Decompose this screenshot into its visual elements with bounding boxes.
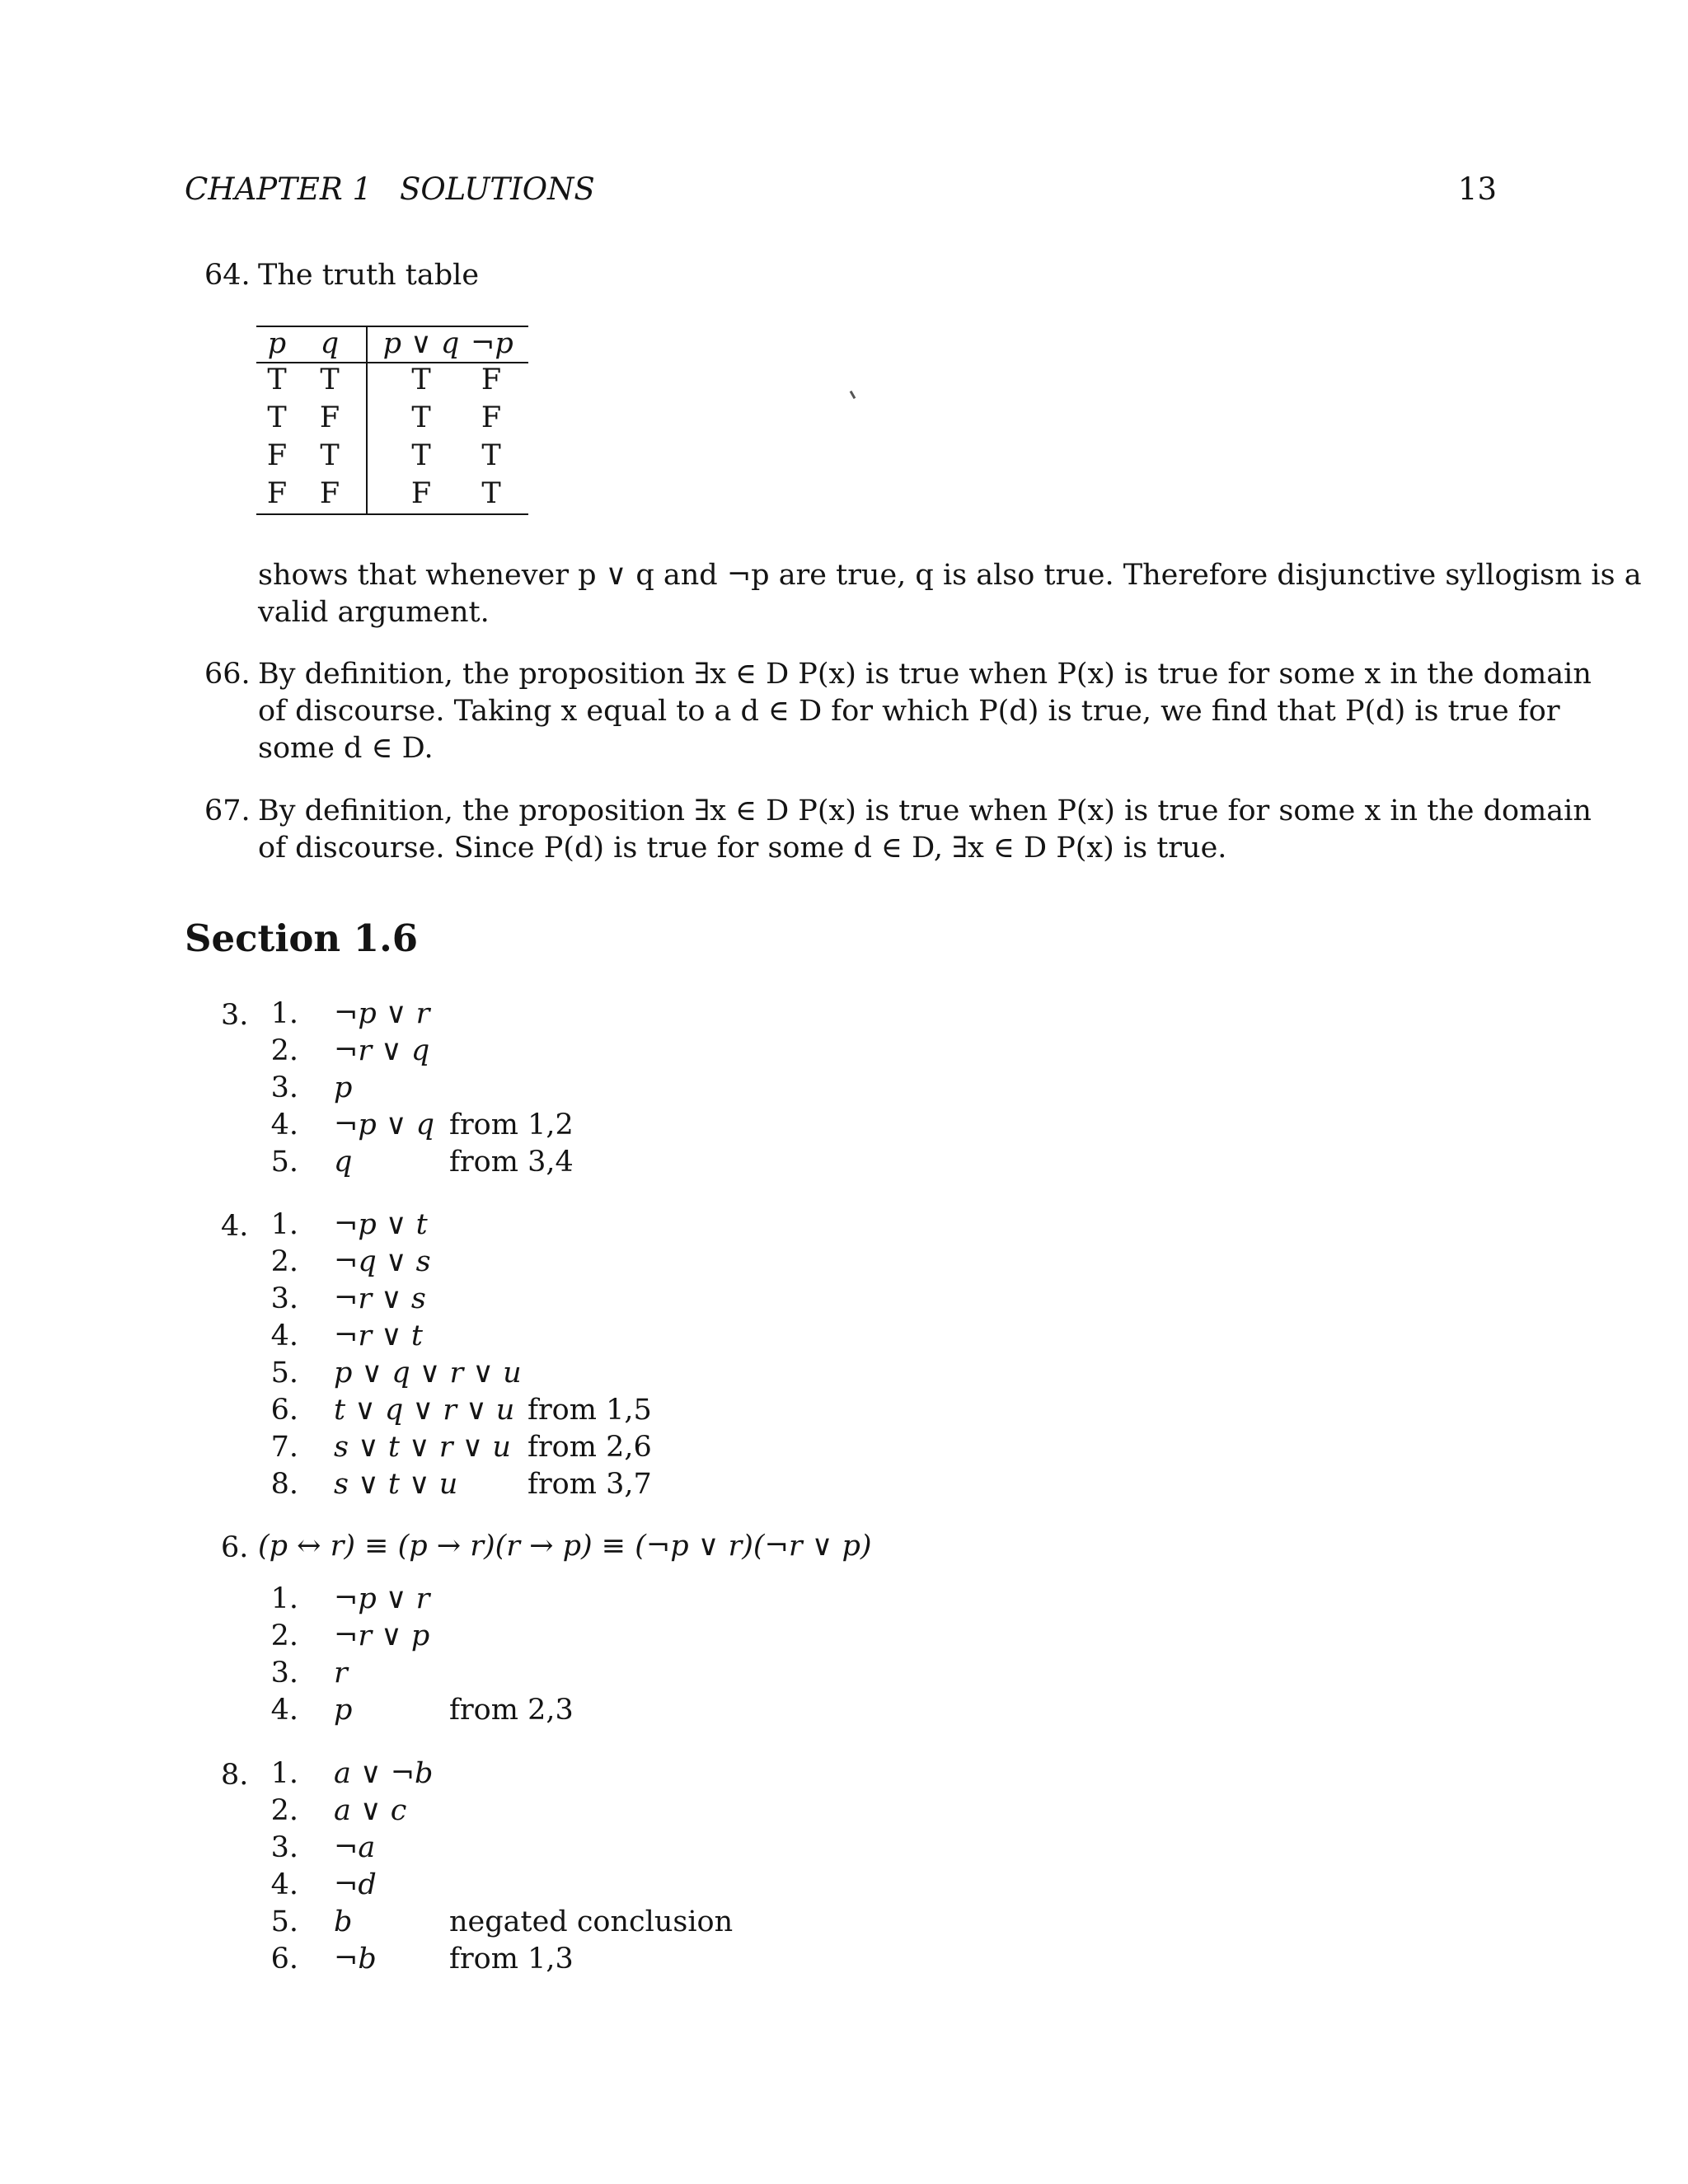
proof-line-number: 6. xyxy=(270,1394,298,1427)
proof-line-number: 4. xyxy=(270,1108,298,1141)
section-heading: Section 1.6 xyxy=(185,916,419,960)
proof-line-expression: b xyxy=(334,1905,353,1938)
problem-number-67: 67. xyxy=(204,794,251,827)
proof-line-justification: negated conclusion xyxy=(449,1905,734,1938)
proof-line-expression: a ∨ c xyxy=(334,1794,407,1827)
proof-line-expression: ¬p ∨ q xyxy=(334,1108,435,1141)
proof-line-expression: ¬r ∨ q xyxy=(334,1034,430,1067)
table-cell: F xyxy=(319,477,340,510)
table-cell: F xyxy=(481,363,502,396)
table-cell: F xyxy=(266,477,288,510)
problem-67-line1: By definition, the proposition ∃x ∈ D P(x) is true when P(x) is true for some x in the domain xyxy=(258,794,1592,827)
proof-line-justification: from 1,5 xyxy=(528,1394,652,1427)
proof-line-expression: ¬q ∨ s xyxy=(334,1245,431,1278)
table-cell: F xyxy=(481,401,502,434)
proof-line-number: 4. xyxy=(270,1694,298,1727)
table-cell: T xyxy=(320,439,340,472)
proof-line-number: 7. xyxy=(270,1431,298,1464)
problem-66-line1: By definition, the proposition ∃x ∈ D P(x) is true when P(x) is true for some x in the domain xyxy=(258,658,1592,691)
problem-66-line3: some d ∈ D. xyxy=(258,732,434,765)
proof-line-number: 5. xyxy=(270,1146,298,1179)
proof-line-number: 5. xyxy=(270,1905,298,1938)
table-cell: T xyxy=(481,439,501,472)
proof-line-expression: ¬r ∨ s xyxy=(334,1282,426,1315)
problem-number-64: 64. xyxy=(204,259,251,292)
proof-line-number: 2. xyxy=(270,1034,298,1067)
proof-line-expression: s ∨ t ∨ r ∨ u xyxy=(334,1431,511,1464)
proof-line-number: 3. xyxy=(270,1071,298,1104)
table-header-cell: q xyxy=(320,327,340,360)
proof-line-number: 2. xyxy=(270,1794,298,1827)
table-cell: F xyxy=(266,439,288,472)
problem-66-line2: of discourse. Taking x equal to a d ∈ D for which P(d) is true, we find that P(d) is true for xyxy=(258,695,1560,728)
proof-line-justification: from 3,4 xyxy=(449,1146,574,1179)
proof-line-number: 1. xyxy=(270,1582,298,1615)
table-cell: T xyxy=(411,401,431,434)
table-header-cell: p xyxy=(267,327,287,360)
proof-line-expression: p xyxy=(334,1071,353,1104)
proof-line-number: 3. xyxy=(270,1657,298,1690)
proof-line-number: 1. xyxy=(270,1757,298,1790)
stray-mark xyxy=(850,391,856,399)
proof-line-justification: from 1,3 xyxy=(449,1943,574,1975)
proof-line-justification: from 2,6 xyxy=(528,1431,652,1464)
problem-64-intro: The truth table xyxy=(258,259,480,292)
proof-line-expression: ¬p ∨ r xyxy=(334,997,430,1030)
table-column-divider xyxy=(366,326,368,515)
proof-line-expression: p ∨ q ∨ r ∨ u xyxy=(334,1357,522,1390)
problem-64-conclusion-line1: shows that whenever p ∨ q and ¬p are true, q is also true. Therefore disjunctive syllogism is a xyxy=(258,559,1642,592)
proof-line-expression: s ∨ t ∨ u xyxy=(334,1468,458,1501)
running-header-chapter: CHAPTER 1 xyxy=(185,171,373,207)
proof-line-number: 5. xyxy=(270,1357,298,1390)
proof-line-expression: r xyxy=(334,1657,348,1690)
problem-number-66: 66. xyxy=(204,658,251,691)
proof-line-expression: ¬p ∨ r xyxy=(334,1582,430,1615)
problem-number-6: 6. xyxy=(221,1531,249,1564)
table-cell: T xyxy=(411,439,431,472)
table-cell: T xyxy=(267,401,287,434)
proof-line-expression: ¬r ∨ t xyxy=(334,1319,423,1352)
proof-line-number: 4. xyxy=(270,1319,298,1352)
proof-line-number: 4. xyxy=(270,1868,298,1901)
page-number: 13 xyxy=(1457,171,1497,207)
proof-line-justification: from 2,3 xyxy=(449,1694,574,1727)
table-bottom-rule xyxy=(256,513,528,515)
table-cell: F xyxy=(319,401,340,434)
proof-line-expression: ¬r ∨ p xyxy=(334,1619,430,1652)
table-cell: T xyxy=(481,477,501,510)
running-header-section: SOLUTIONS xyxy=(400,171,595,207)
proof-line-justification: from 3,7 xyxy=(528,1468,652,1501)
table-cell: T xyxy=(411,363,431,396)
proof-line-expression: ¬p ∨ t xyxy=(334,1208,428,1241)
table-cell: T xyxy=(267,363,287,396)
proof-line-expression: ¬d xyxy=(334,1868,377,1901)
proof-line-number: 2. xyxy=(270,1619,298,1652)
proof-line-number: 3. xyxy=(270,1282,298,1315)
problem-number-8: 8. xyxy=(221,1759,249,1792)
proof-line-number: 1. xyxy=(270,997,298,1030)
proof-line-number: 2. xyxy=(270,1245,298,1278)
proof-line-expression: q xyxy=(334,1146,353,1179)
proof-line-number: 1. xyxy=(270,1208,298,1241)
table-header-cell: p ∨ q xyxy=(382,327,460,360)
proof-line-expression: p xyxy=(334,1694,353,1727)
table-header-cell: ¬p xyxy=(471,327,513,360)
proof-line-expression: a ∨ ¬b xyxy=(334,1757,434,1790)
proof-line-expression: ¬b xyxy=(334,1943,377,1975)
problem-number-3: 3. xyxy=(221,999,249,1032)
proof-line-expression: t ∨ q ∨ r ∨ u xyxy=(334,1394,515,1427)
problem-67-line2: of discourse. Since P(d) is true for some d ∈ D, ∃x ∈ D P(x) is true. xyxy=(258,832,1227,865)
proof-line-number: 8. xyxy=(270,1468,298,1501)
table-cell: T xyxy=(320,363,340,396)
proof-line-number: 6. xyxy=(270,1943,298,1975)
problem-64-conclusion-line2: valid argument. xyxy=(258,596,490,629)
problem-6-equivalence: (p ↔ r) ≡ (p → r)(r → p) ≡ (¬p ∨ r)(¬r ∨ p) xyxy=(258,1530,872,1563)
table-cell: F xyxy=(410,477,432,510)
proof-line-justification: from 1,2 xyxy=(449,1108,574,1141)
proof-line-number: 3. xyxy=(270,1831,298,1864)
problem-number-4: 4. xyxy=(221,1210,249,1243)
proof-line-expression: ¬a xyxy=(334,1831,376,1864)
